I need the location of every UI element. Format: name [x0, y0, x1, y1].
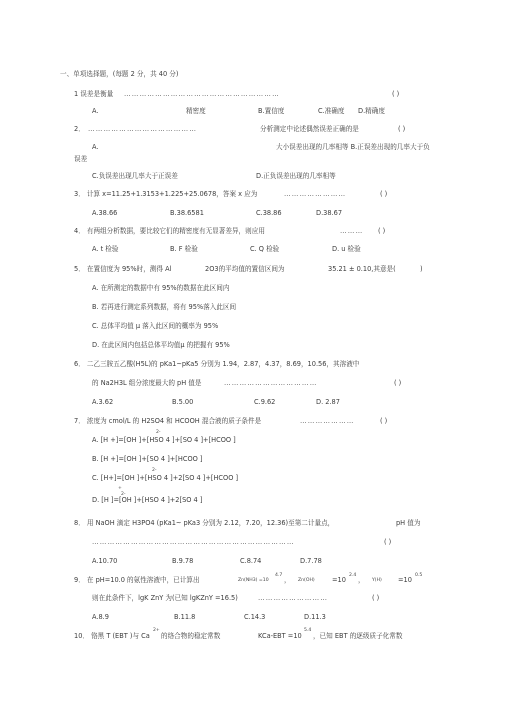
question-4-stem: 4． 有两组分析数据，要比较它们的精密度有无显著差异，则应用: [74, 227, 265, 235]
question-1-option-a: A.: [92, 107, 99, 115]
question-6-option-d: D. 2.87: [316, 398, 340, 406]
question-8-stem: 8． 用 NaOH 滴定 H3PO4 (pKa1~ pKa3 分别为 2.12，7.20，12.36)至第二计量点，: [74, 519, 335, 527]
question-6-option-a: A.3.62: [92, 398, 114, 406]
question-1-option-d: D.精确度: [358, 107, 385, 115]
question-2-stem: 分析测定中论述偶然误差正确的是: [260, 125, 359, 133]
question-5-stem: 5． 在置信度为 95%时，测得 Al: [74, 265, 172, 273]
question-9-zn-nh3-label: Zn(NH3) =10: [238, 578, 269, 583]
question-7-option-c: C. [H+]=[OH ]+[HSO 4 ]+2[SO 4 ]+[HCOO ]: [92, 474, 239, 482]
question-7-option-a-superscript: 2-: [156, 430, 161, 435]
question-7-option-d-superscript-plus: +: [118, 486, 122, 491]
question-4-option-a: A. t 检验: [92, 245, 119, 253]
question-9-comma-2: ，: [358, 576, 365, 584]
question-5-option-b: B. 若再进行测定系列数据，将有 95%落入此区间: [92, 303, 237, 311]
question-10-ca-charge: 2+: [153, 628, 160, 633]
question-9-y-h-label: Y(H): [372, 578, 382, 583]
question-7-option-b: B. [H +]=[OH ]+[SO 4 ]+[HCOO ]: [92, 455, 203, 463]
question-6-leader-dots: ………………………………: [224, 379, 318, 387]
question-3-stem: 3． 计算 x=11.25+1.3153+1.225+25.0678，答案 x 应为: [74, 190, 258, 198]
question-2-option-a: A.: [92, 143, 99, 151]
question-5-option-d: D. 在此区间内包括总体平均值μ 的把握有 95%: [92, 341, 230, 349]
question-1-option-a-text: 精密度: [186, 107, 206, 115]
question-8-option-c: C.8.74: [240, 557, 262, 565]
question-8-option-d: D.7.78: [300, 557, 322, 565]
question-2-number: 2．: [74, 125, 85, 133]
question-5-answer-paren: ): [420, 265, 423, 273]
question-4-leader-dots: ………: [340, 227, 364, 235]
question-9-y-h-value: =10: [398, 576, 412, 584]
question-10-stem: 10． 铬黑 T (EBT )与 Ca: [74, 632, 150, 640]
question-3-option-d: D.38.67: [316, 209, 343, 217]
question-9-option-d: D.11.3: [304, 613, 326, 621]
question-1-leader-dots: ……………………………………………………: [124, 90, 280, 98]
question-5-stem-continued: 2O3的平均值的置信区间为: [205, 265, 285, 273]
question-3-option-c: C.38.86: [256, 209, 282, 217]
question-9-option-c: C.14.3: [244, 613, 266, 621]
question-2-option-a-b-text: 大小误差出现的几率相等 B.正误差出现的几率大于负: [276, 143, 430, 151]
question-1-option-b: B.置信度: [258, 107, 285, 115]
question-7-option-d-superscript: 2-: [121, 492, 126, 497]
question-5-option-c: C. 总体平均值 μ 落入此区间的概率为 95%: [92, 322, 219, 330]
question-3-answer-paren: ( ): [380, 190, 388, 198]
question-2-option-d: D.正负误差出现的几率相等: [256, 172, 336, 180]
question-9-option-b: B.11.8: [174, 613, 196, 621]
question-2-leader-dots: ……………………………………: [88, 125, 198, 133]
question-4-option-b: B. F 检验: [170, 245, 198, 253]
question-9-y-h-exponent: 0.5: [415, 573, 423, 578]
question-10-exponent: 5.4: [304, 628, 312, 633]
question-7-option-a: A. [H +]=[OH ]+[HSO 4 ]+[SO 4 ]+[HCOO ]: [92, 436, 236, 444]
question-8-option-a: A.10.70: [92, 557, 118, 565]
question-9-answer-paren: ( ): [372, 594, 380, 602]
question-9-zn-oh-exponent: 2.4: [349, 573, 357, 578]
question-8-answer-paren: ( ): [384, 538, 392, 546]
question-8-leader-dots: ……………………………………………………………………: [92, 538, 295, 546]
question-4-option-d: D. u 检验: [332, 245, 361, 253]
question-10-stability-constant: KCa-EBT =10: [258, 632, 302, 640]
question-2-option-b-continued: 误差: [74, 155, 88, 163]
question-3-option-b: B.38.6581: [170, 209, 204, 217]
question-5-option-a: A. 在所测定的数据中有 95%的数据在此区间内: [92, 284, 230, 292]
question-8-option-b: B.9.78: [172, 557, 194, 565]
question-10-stem-end: ，已知 EBT 的逐级质子化常数: [313, 632, 403, 640]
question-1-answer-paren: ( ): [392, 90, 400, 98]
question-2-answer-paren: ( ): [398, 125, 406, 133]
question-7-answer-paren: ( ): [380, 417, 388, 425]
question-4-answer-paren: ( ): [378, 227, 386, 235]
question-6-option-b: B.5.00: [172, 398, 194, 406]
question-7-leader-dots: …………………: [300, 417, 355, 425]
question-9-zn-oh-value: =10: [332, 576, 346, 584]
question-3-option-a: A.38.66: [92, 209, 118, 217]
question-10-stem-continued: 的络合物的稳定常数: [161, 632, 221, 640]
question-6-option-c: C.9.62: [254, 398, 276, 406]
question-5-stem-interval: 35.21 ± 0.10,其意是(: [328, 265, 396, 273]
question-9-comma-1: ，: [284, 576, 291, 584]
question-7-option-c-superscript: 2-: [152, 468, 157, 473]
question-1-option-c: C.准确度: [318, 107, 345, 115]
question-9-leader-dots: ………………………: [258, 594, 329, 602]
question-4-option-c: C. Q 检验: [250, 245, 280, 253]
question-7-stem: 7． 浓度为 cmol/L 的 H2SO4 和 HCOOH 混合液的质子条件是: [74, 417, 262, 425]
question-9-zn-oh-label: Zn(OH): [298, 578, 315, 583]
question-9-stem-continued: 则在此条件下，lgK ZnY 为(已知 lgKZnY =16.5): [92, 594, 238, 602]
question-6-stem: 6． 二乙三胺五乙酸(H5L)的 pKa1~pKa5 分别为 1.94，2.87，4.37，8.69，10.56，其溶液中: [74, 360, 360, 368]
question-2-option-c: C.负误差出现几率大于正误差: [92, 172, 178, 180]
question-6-answer-paren: ( ): [394, 379, 402, 387]
section-title: 一、单项选择题，(每题 2 分，共 40 分): [60, 70, 179, 78]
question-9-option-a: A.8.9: [92, 613, 109, 621]
question-3-leader-dots: ……………………: [284, 190, 347, 198]
question-9-stem: 9． 在 pH=10.0 的氨性溶液中，已计算出: [74, 576, 200, 584]
question-8-stem-continued: pH 值为: [396, 519, 421, 527]
question-9-zn-nh3-exponent: 4.7: [275, 573, 283, 578]
question-6-stem-continued: 的 Na2H3L 组分浓度最大的 pH 值是: [92, 379, 202, 387]
question-1-stem: 1 误差是衡量: [74, 90, 114, 98]
question-7-option-d: D. [H ]=[OH ]+[HSO 4 ]+2[SO 4 ]: [92, 496, 203, 504]
